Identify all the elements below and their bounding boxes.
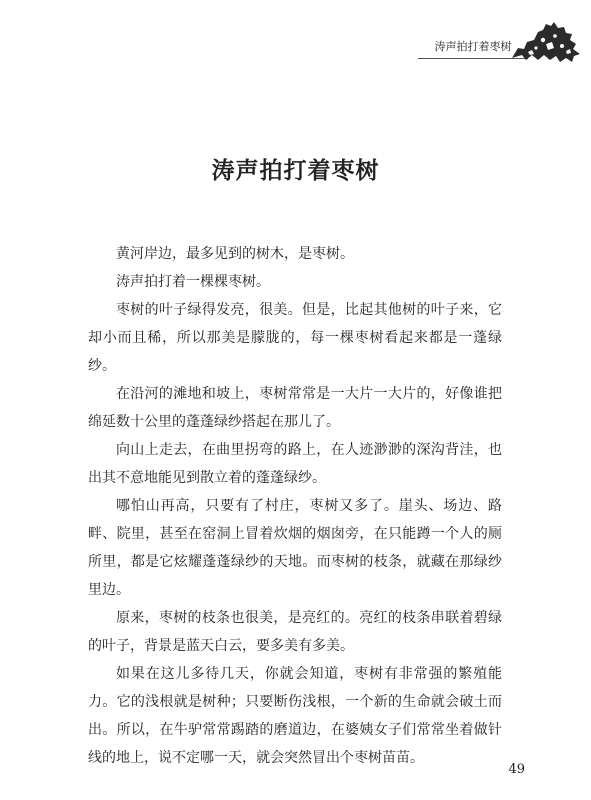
paragraph: 黄河岸边，最多见到的树木，是枣树。 (116, 246, 354, 262)
body-text (88, 240, 502, 772)
paragraph: 在沿河的滩地和坡上，枣树常常是一大片一大片的，好像谁把绵延数十公里的蓬蓬绿纱搭起在那儿了。 (88, 386, 502, 430)
paragraph: 涛声拍打着一棵棵枣树。 (116, 274, 270, 290)
paragraph: 哪怕山再高，只要有了村庄，枣树又多了。崖头、场边、路畔、院里，甚至在窑洞上冒着炊烟的烟囱旁，在只能蹲一个人的厕所里，都是它炫耀蓬蓬绿纱的天地。而枣树的枝条，就藏在那绿纱里边。 (88, 498, 502, 598)
page-number: 49 (508, 762, 525, 777)
paragraph: 如果在这儿多待几天，你就会知道，枣树有非常强的繁殖能力。它的浅根就是树种；只要断伤浅根，一个新的生命就会破土而出。所以，在牛驴常常踢踏的磨道边，在婆姨女子们常常坐着做针线的地上，说不定哪一天，就会突然冒出个枣树苗苗。 (88, 666, 502, 766)
tile-rubbing-emblem-icon (510, 18, 582, 64)
paragraph: 枣树的叶子绿得发亮，很美。但是，比起其他树的叶子来，它却小而且稀，所以那美是朦胧的，每一棵枣树看起来都是一蓬绿纱。 (88, 302, 502, 374)
running-header: 涛声拍打着枣树 (434, 40, 512, 53)
page-title: 涛声拍打着枣树 (211, 157, 380, 184)
paragraph: 向山上走去，在曲里拐弯的路上，在人迹渺渺的深沟背洼，也出其不意地能见到散立着的蓬蓬绿纱。 (88, 442, 502, 486)
paragraph: 原来，枣树的枝条也很美，是亮红的。亮红的枝条串联着碧绿的叶子，背景是蓝天白云，要多美有多美。 (88, 610, 502, 654)
